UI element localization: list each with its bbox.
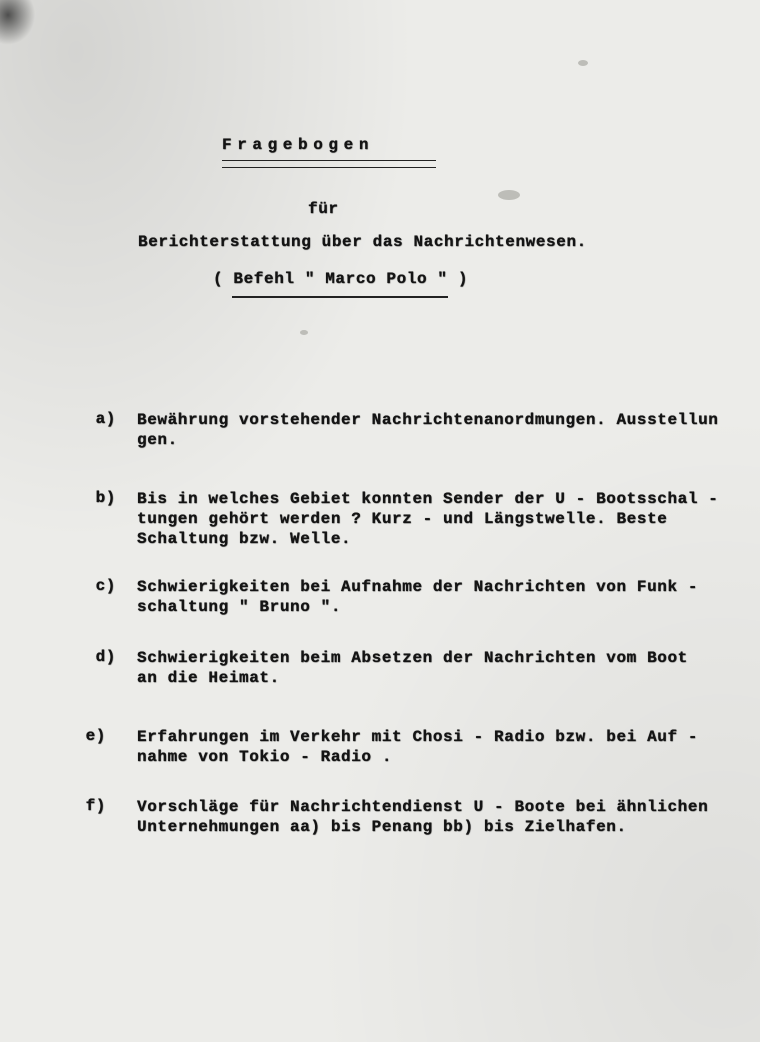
document-title: Fragebogen [222, 136, 375, 154]
title-double-underline [222, 160, 436, 168]
item-line: an die Heimat. [137, 669, 280, 687]
item-line: gen. [137, 431, 178, 449]
subtitle-order: ( Befehl " Marco Polo " ) [213, 270, 469, 288]
item-line: Unternehmungen aa) bis Penang bb) bis Zielhafen. [137, 818, 627, 836]
subtitle-fuer: für [308, 200, 339, 218]
paper-speck [498, 190, 520, 200]
item-line: Schwierigkeiten beim Absetzen der Nachrichten vom Boot [137, 649, 688, 667]
item-label: c) [95, 577, 116, 595]
item-label: b) [95, 489, 116, 507]
order-underline [232, 296, 448, 298]
item-line: schaltung " Bruno ". [137, 598, 342, 616]
item-line: Vorschläge für Nachrichtendienst U - Boote bei ähnlichen [137, 798, 709, 816]
item-line: tungen gehört werden ? Kurz - und Längstwelle. Beste [137, 510, 668, 528]
item-line: Schaltung bzw. Welle. [137, 530, 352, 548]
item-line: Bis in welches Gebiet konnten Sender der U - Bootsschal - [137, 490, 719, 508]
scan-edge-mark [0, 0, 40, 50]
item-label: a) [95, 410, 116, 428]
item-line: nahme von Tokio - Radio . [137, 748, 393, 766]
item-line: Schwierigkeiten bei Aufnahme der Nachrichten von Funk - [137, 578, 699, 596]
item-label: f) [85, 797, 106, 815]
paper-speck [300, 330, 308, 335]
paper-speck [578, 60, 588, 66]
subtitle-subject: Berichterstattung über das Nachrichtenwesen. [138, 233, 587, 251]
item-label: e) [85, 727, 106, 745]
item-label: d) [95, 648, 116, 666]
item-line: Erfahrungen im Verkehr mit Chosi - Radio bzw. bei Auf - [137, 728, 699, 746]
item-line: Bewährung vorstehender Nachrichtenanordmungen. Ausstellun [137, 411, 719, 429]
